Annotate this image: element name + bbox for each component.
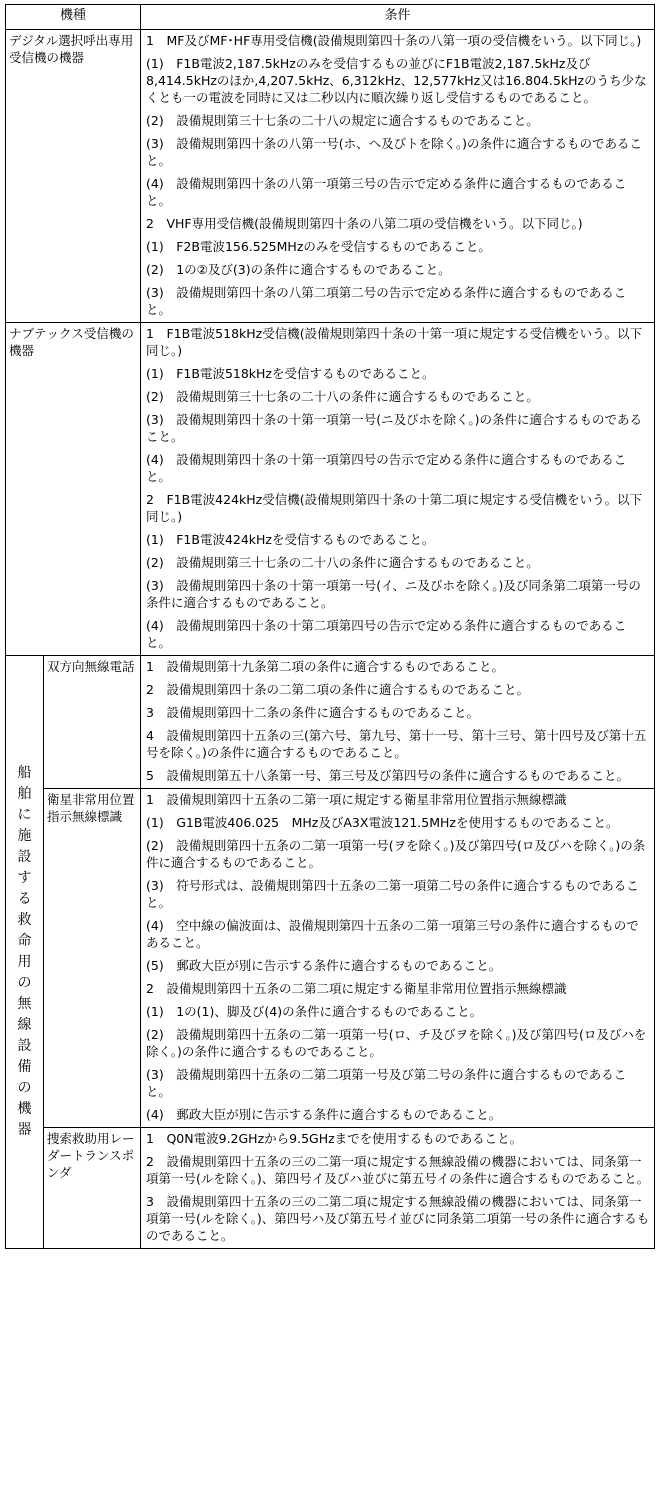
condition-item: 1 設備規則第十九条第二項の条件に適合するものであること。 <box>146 659 504 674</box>
condition-item: 1 Q0N電波9.2GHzから9.5GHzまでを使用するものであること。 <box>146 1131 523 1146</box>
row-conditions <box>141 789 655 1128</box>
condition-item: (2) 設備規則第四十五条の二第一項第一号(ロ、チ及びヲを除く。)及び第四号(ロ及びハを除く。)の条件に適合するものであること。 <box>146 1027 647 1059</box>
group-label: 船舶に施設する救命用の無線設備の機器 <box>6 656 44 1249</box>
condition-item: (2) 1の②及び(3)の条件に適合するものであること。 <box>146 262 451 277</box>
table-row <box>6 656 655 789</box>
condition-item: 4 設備規則第四十五条の三(第六号、第九号、第十一号、第十三号、第十四号及び第十五号を除く。)の条件に適合するものであること。 <box>146 728 647 760</box>
condition-item: (3) 設備規則第四十条の十第一項第一号(ニ及びホを除く。)の条件に適合するものであること。 <box>146 412 642 444</box>
header-category: 機種 <box>6 5 141 30</box>
subrow-category: 双方向無線電話 <box>44 656 141 789</box>
condition-item: 1 設備規則第四十五条の二第一項に規定する衛星非常用位置指示無線標識 <box>146 792 567 807</box>
row-conditions <box>141 1128 655 1249</box>
subrow-category: 衛星非常用位置指示無線標識 <box>44 789 141 1128</box>
condition-item: (3) 設備規則第四十条の十第一項第一号(イ、ニ及びホを除く。)及び同条第二項第一号の条件に適合するものであること。 <box>146 578 641 610</box>
condition-item: 1 MF及びMF･HF専用受信機(設備規則第四十条の八第一項の受信機をいう。以下同じ。) <box>146 33 642 48</box>
condition-item: (3) 設備規則第四十条の八第二項第二号の告示で定める条件に適合するものであること。 <box>146 285 627 317</box>
condition-item: (3) 符号形式は、設備規則第四十五条の二第一項第二号の条件に適合するものであること。 <box>146 878 639 910</box>
table-row <box>6 789 655 1128</box>
condition-item: 2 VHF専用受信機(設備規則第四十条の八第二項の受信機をいう。以下同じ。) <box>146 216 583 231</box>
condition-item: 2 設備規則第四十条の二第二項の条件に適合するものであること。 <box>146 682 529 697</box>
condition-item: (1) F2B電波156.525MHzのみを受信するものであること。 <box>146 239 491 254</box>
condition-item: (1) G1B電波406.025 MHz及びA3X電波121.5MHzを使用するものであること。 <box>146 815 619 830</box>
header-conditions: 条件 <box>141 5 655 30</box>
condition-item: 3 設備規則第四十五条の三の二第二項に規定する無線設備の機器においては、同条第一項第一号(ルを除く。)、第四号ハ及び第五号イ並びに同条第二項第一号の条件に適合するものであること。 <box>146 1194 650 1243</box>
row-conditions <box>141 30 655 323</box>
condition-item: 1 F1B電波518kHz受信機(設備規則第四十条の十第一項に規定する受信機をいう。以下同じ。) <box>146 326 643 358</box>
condition-item: (4) 空中線の偏波面は、設備規則第四十五条の二第一項第三号の条件に適合するものであること。 <box>146 918 639 950</box>
condition-item: (3) 設備規則第四十条の八第一号(ホ、ヘ及びトを除く。)の条件に適合するものであること。 <box>146 136 642 168</box>
table-row <box>6 323 655 656</box>
condition-item: (5) 郵政大臣が別に告示する条件に適合するものであること。 <box>146 958 502 973</box>
condition-item: (4) 設備規則第四十条の十第二項第四号の告示で定める条件に適合するものであること。 <box>146 618 627 650</box>
condition-item: (2) 設備規則第三十七条の二十八の条件に適合するものであること。 <box>146 389 539 404</box>
condition-item: 5 設備規則第五十八条第一号、第三号及び第四号の条件に適合するものであること。 <box>146 768 629 783</box>
condition-item: (1) 1の(1)、脚及び(4)の条件に適合するものであること。 <box>146 1004 483 1019</box>
header-row <box>6 5 655 30</box>
condition-item: (1) F1B電波518kHzを受信するものであること。 <box>146 366 435 381</box>
table-row <box>6 30 655 323</box>
table-row <box>6 1128 655 1249</box>
condition-item: (2) 設備規則第三十七条の二十八の条件に適合するものであること。 <box>146 555 539 570</box>
row-conditions <box>141 323 655 656</box>
condition-item: (2) 設備規則第四十五条の二第一項第一号(ヲを除く。)及び第四号(ロ及びハを除く。)の条件に適合するものであること。 <box>146 838 646 870</box>
condition-item: 2 F1B電波424kHz受信機(設備規則第四十条の十第二項に規定する受信機をいう。以下同じ。) <box>146 492 643 524</box>
row-category: デジタル選択呼出専用受信機の機器 <box>6 30 141 323</box>
condition-item: 3 設備規則第四十二条の条件に適合するものであること。 <box>146 705 479 720</box>
condition-item: (3) 設備規則第四十五条の二第二項第一号及び第二号の条件に適合するものであること。 <box>146 1067 627 1099</box>
condition-item: 2 設備規則第四十五条の二第二項に規定する衛星非常用位置指示無線標識 <box>146 981 567 996</box>
condition-item: (4) 郵政大臣が別に告示する条件に適合するものであること。 <box>146 1107 502 1122</box>
condition-item: (2) 設備規則第三十七条の二十八の規定に適合するものであること。 <box>146 113 539 128</box>
condition-item: (1) F1B電波424kHzを受信するものであること。 <box>146 532 435 547</box>
condition-item: (1) F1B電波2,187.5kHzのみを受信するもの並びにF1B電波2,187.5kHz及び8,414.5kHzのほか,4,207.5kHz、6,312kHz、12,577kHz又は16.804.5kHzのうち少なくとも一の電波を同時に又は二秒以内に順次繰り返し受信するものであること。 <box>146 56 647 105</box>
spec-table <box>5 4 655 1249</box>
condition-item: (4) 設備規則第四十条の八第一項第三号の告示で定める条件に適合するものであること。 <box>146 176 627 208</box>
row-category: ナブテックス受信機の機器 <box>6 323 141 656</box>
row-conditions <box>141 656 655 789</box>
condition-item: 2 設備規則第四十五条の三の二第一項に規定する無線設備の機器においては、同条第一項第一号(ルを除く。)、第四号イ及びハ並びに第五号イの条件に適合するものであること。 <box>146 1154 650 1186</box>
subrow-category: 捜索救助用レーダートランスポンダ <box>44 1128 141 1249</box>
condition-item: (4) 設備規則第四十条の十第一項第四号の告示で定める条件に適合するものであること。 <box>146 452 627 484</box>
